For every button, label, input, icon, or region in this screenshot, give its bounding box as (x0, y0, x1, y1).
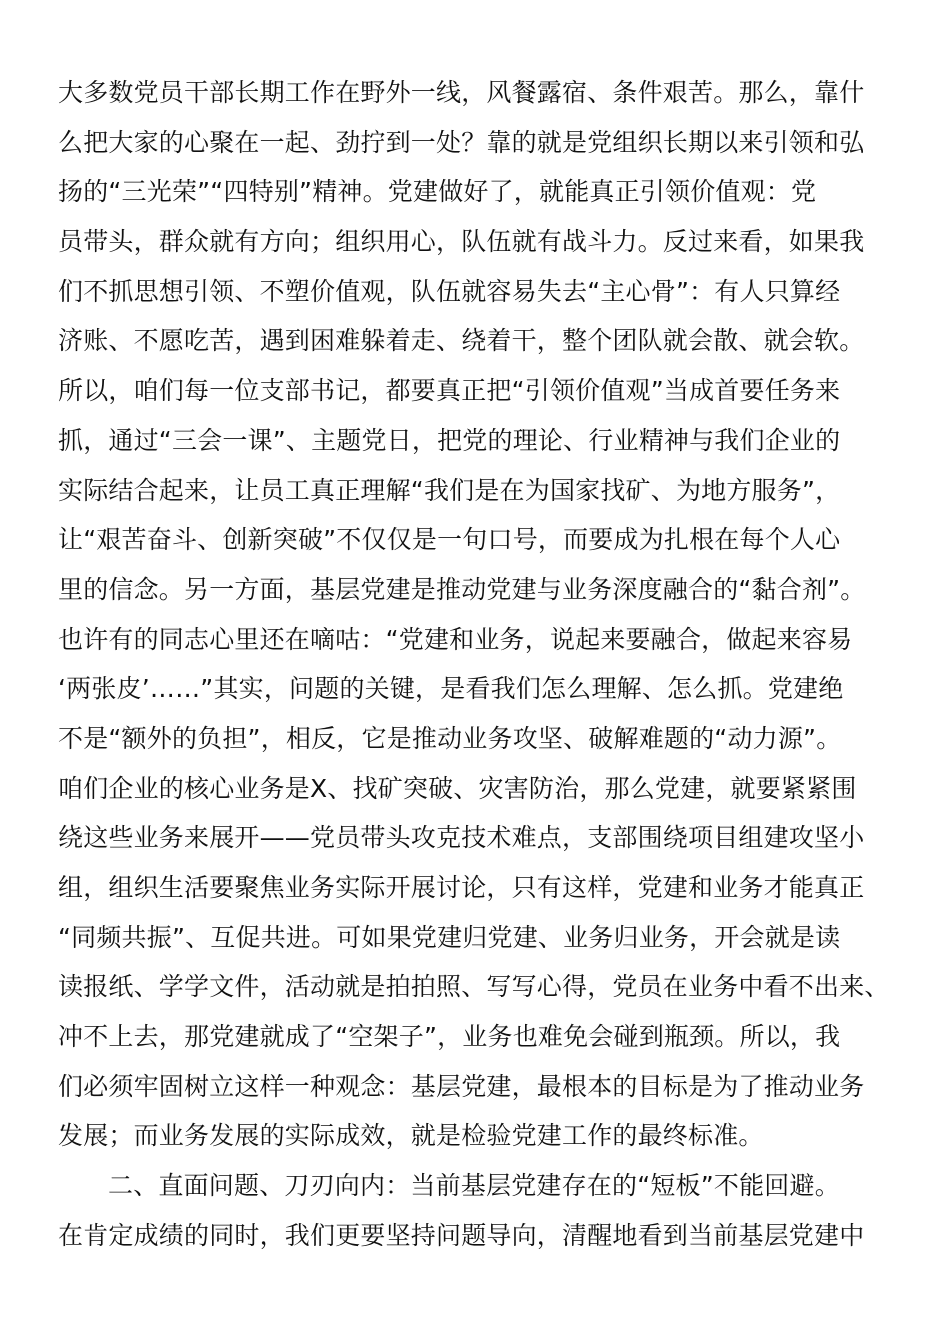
text-line: 大多数党员干部长期工作在野外一线，风餐露宿、条件艰苦。那么，靠什 (58, 78, 865, 107)
text-line: 们必须牢固树立这样一种观念：基层党建，最根本的目标是为了推动业务 (58, 1071, 865, 1101)
text-line: 冲不上去，那党建就成了“空架子”，业务也难免会碰到瓶颈。所以，我 (58, 1022, 841, 1052)
text-line: ‘两张皮’……”其实，问题的关键，是看我们怎么理解、怎么抓。党建绝 (58, 674, 844, 704)
body-text (58, 68, 898, 1261)
text-line: 抓，通过“三会一课”、主题党日，把党的理论、行业精神与我们企业的 (58, 425, 841, 455)
text-line: 也许有的同志心里还在嘀咕：“党建和业务，说起来要融合，做起来容易 (58, 624, 853, 654)
text-line: 里的信念。另一方面，基层党建是推动党建与业务深度融合的“黏合剂”。 (58, 574, 866, 604)
text-line: 所以，咱们每一位支部书记，都要真正把“引领价值观”当成首要任务来 (58, 376, 841, 406)
text-line: 在肯定成绩的同时，我们更要坚持问题导向，清醒地看到当前基层党建中 (58, 1220, 865, 1250)
text-line: 组，组织生活要聚焦业务实际开展讨论，只有这样，党建和业务才能真正 (58, 873, 865, 902)
text-line: 让“艰苦奋斗、创新突破”不仅仅是一句口号，而要成为扎根在每个人心 (58, 525, 841, 555)
text-line: 扬的“三光荣”“四特别”精神。党建做好了，就能真正引领价值观：党 (58, 177, 817, 207)
text-line: 绕这些业务来展开——党员带头攻克技术难点，支部围绕项目组建攻坚小 (58, 823, 865, 853)
text-line: “同频共振”、互促共进。可如果党建归党建、业务归业务，开会就是读 (58, 922, 841, 952)
text-line: 实际结合起来，让员工真正理解“我们是在为国家找矿、为地方服务”， (58, 475, 841, 505)
text-line: 济账、不愿吃苦，遇到困难躲着走、绕着干，整个团队就会散、就会软。 (58, 326, 865, 356)
text-line: 咱们企业的核心业务是X、找矿突破、灾害防治，那么党建，就要紧紧围 (58, 773, 857, 803)
text-line: 员带头，群众就有方向；组织用心，队伍就有战斗力。反过来看，如果我 (58, 227, 865, 257)
text-line: 发展；而业务发展的实际成效，就是检验党建工作的最终标准。 (58, 1121, 764, 1151)
text-line: 读报纸、学学文件，活动就是拍拍照、写写心得，党员在业务中看不出来、 (58, 972, 890, 1002)
text-line: 们不抓思想引领、不塑价值观，队伍就容易失去“主心骨”：有人只算经 (58, 276, 841, 306)
text-line: 不是“额外的负担”，相反，它是推动业务攻坚、破解难题的“动力源”。 (58, 723, 842, 753)
section-heading: 二、直面问题、刀刃向内：当前基层党建存在的“短板”不能回避。 (108, 1171, 840, 1201)
text-line: 么把大家的心聚在一起、劲拧到一处？靠的就是党组织长期以来引领和弘 (58, 127, 865, 157)
